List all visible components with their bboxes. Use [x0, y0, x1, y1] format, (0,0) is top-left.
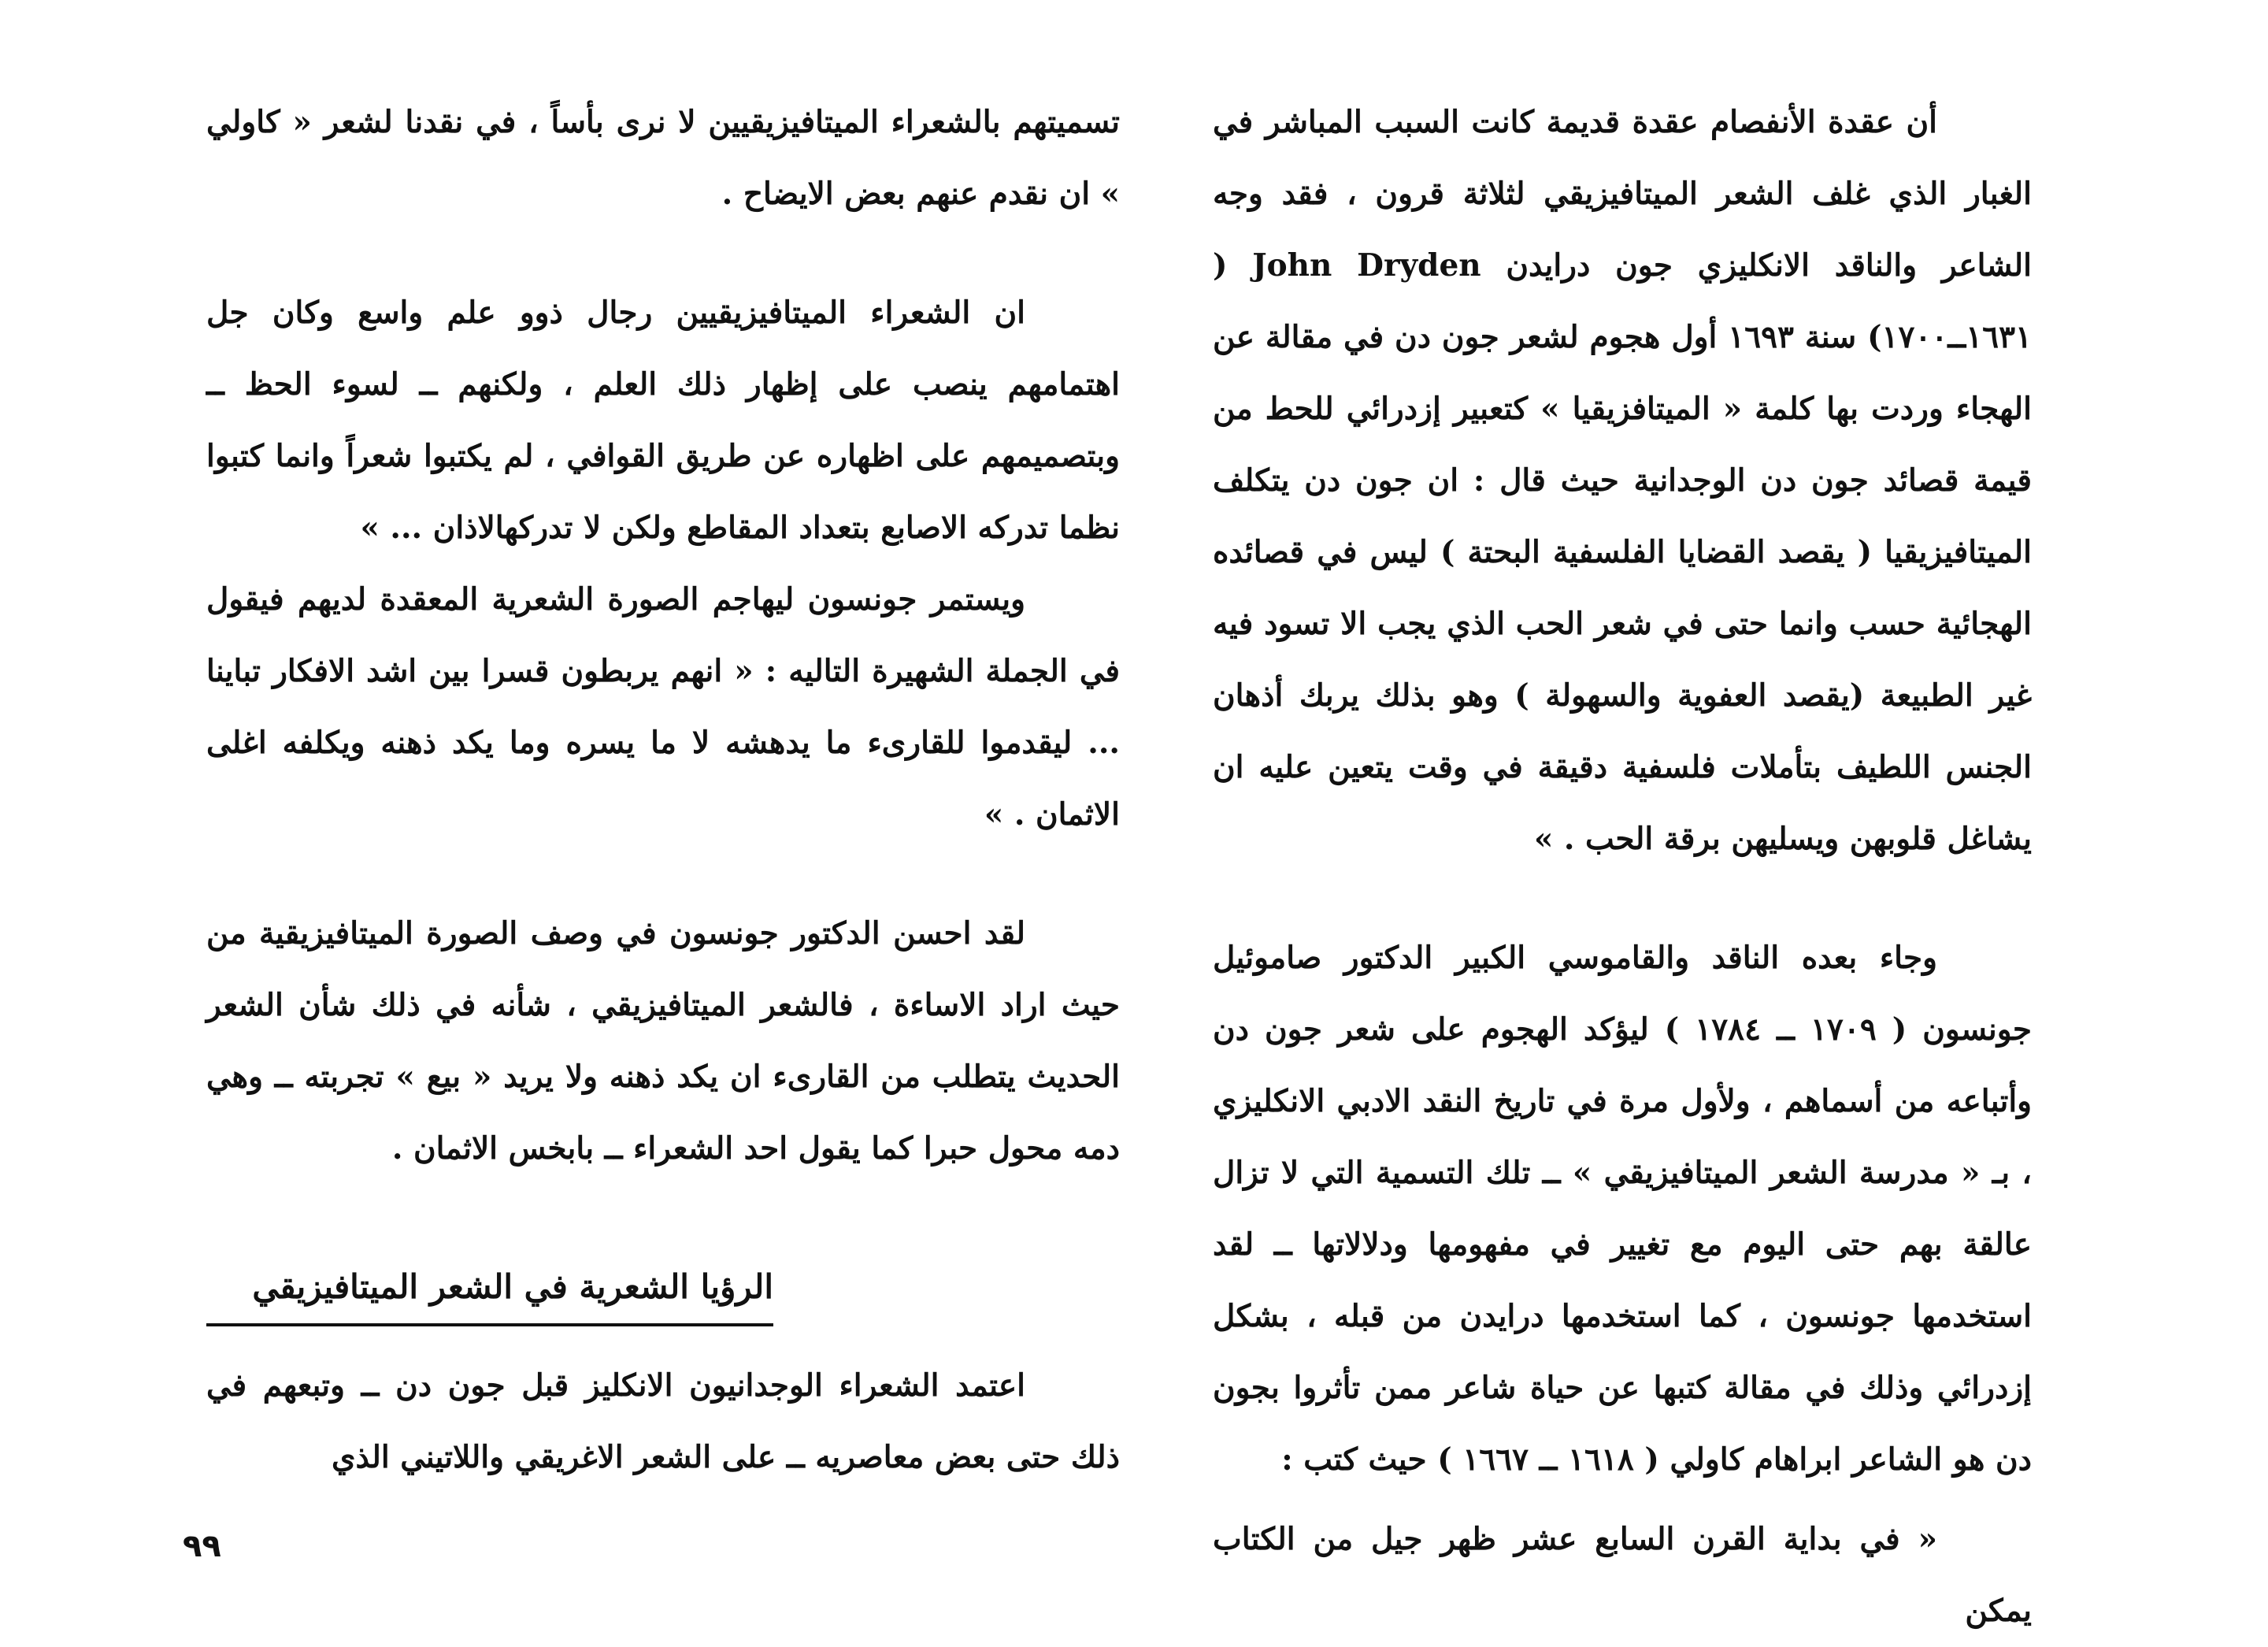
right-column [1213, 87, 2032, 1647]
paragraph-emotional-poets: اعتمد الشعراء الوجدانيون الانكليز قبل جون دن ــ وتبعهم في ذلك حتى بعض معاصريه ــ على الشعر الاغريقي واللاتيني الذي [206, 1367, 1120, 1475]
paragraph-gap [1213, 875, 2032, 922]
paragraph-naming-continuation: تسميتهم بالشعراء الميتافيزيقيين لا نرى بأساً ، في نقدنا لشعر « كاولي » ان نقدم عنهم بعض الايضاح . [206, 104, 1120, 212]
paragraph-gap [206, 230, 1120, 277]
paragraph-quote-start: « في بداية القرن السابع عشر ظهر جيل من الكتاب يمكن [1213, 1521, 2032, 1629]
page-number: ٩٩ [183, 1528, 221, 1564]
paragraph-johnson-attack: وجاء بعده الناقد والقاموسي الكبير الدكتور صاموئيل جونسون ( ١٧٠٩ ــ ١٧٨٤ ) ليؤكد الهجوم على شعر جون دن وأتباعه من أسماهم ، ولأول مرة في تاريخ النقد الادبي الانكليزي ، بـ « مدرسة الشعر الميتافيزيقي » ــ تلك التسمية التي لا تزال عالقة بهم حتى اليوم مع تغيير في مفهومها ودلالاتها ــ لقد استخدمها جونسون ، كما استخدمها درايدن من قبله ، بشكل إزدرائي وذلك في مقالة كتبها عن حياة شاعر ممن تأثروا بجون دن هو الشاعر ابراهام كاولي ( ١٦١٨ ــ ١٦٦٧ ) حيث كتب : [1213, 940, 2032, 1478]
paragraph-gap [1213, 1496, 2032, 1504]
paragraph-gap [206, 851, 1120, 898]
paragraph-detachment-complex: أن عقدة الأنفصام عقدة قديمة كانت السبب المباشر في الغبار الذي غلف الشعر الميتافيزيقي لثلاثة قرون ، فقد وجه الشاعر والناقد الانكليزي جون درايدن John Dryden ( ١٦٣١ــ١٧٠٠) سنة ١٦٩٣ أول هجوم لشعر جون دن في مقالة عن الهجاء وردت بها كلمة « الميتافزيقيا » كتعبير إزدرائي للحط من قيمة قصائد جون دن الوجدانية حيث قال : ان جون دن يتكلف الميتافيزيقيا ( يقصد القضايا الفلسفية البحتة ) ليس في قصائده الهجائية حسب وانما حتى في شعر الحب الذي يجب الا تسود فيه غير الطبيعة (يقصد العفوية والسهولة ) وهو بذلك يربك أذهان الجنس اللطيف بتأملات فلسفية دقيقة في وقت يتعين عليه ان يشاغل قلوبهن ويسليهن برقة الحب . » [1213, 104, 2032, 857]
paragraph-metaphysical-image: ويستمر جونسون ليهاجم الصورة الشعرية المعقدة لديهم فيقول في الجملة الشهيرة التاليه : « انهم يربطون قسرا بين اشد الافكار تباينا ... ليقدموا للقارىء ما يدهشه لا ما يسره وما يكد ذهنه ويكلفه اغلى الاثمان . » [206, 581, 1120, 833]
paragraph-modern-poetry: لقد احسن الدكتور جونسون في وصف الصورة الميتافيزيقية من حيث اراد الاساءة ، فالشعر الميتافيزيقي ، شأنه في ذلك شأن الشعر الحديث يتطلب من القارىء ان يكد ذهنه ولا يريد « بيع » تجربته ــ وهي دمه محول حبرا كما يقول احد الشعراء ــ بابخس الاثمان . [206, 915, 1120, 1167]
section-heading: الرؤيا الشعرية في الشعر الميتافيزيقي [206, 1256, 773, 1326]
paragraph-johnson-quote: ان الشعراء الميتافيزيقيين رجال ذوو علم واسع وكان جل اهتمامهم ينصب على إظهار ذلك العلم ، ولكنهم ــ لسوء الحظ ــ وبتصميمهم على اظهاره عن طريق القوافي ، لم يكتبوا شعراً وانما كتبوا نظما تدركه الاصابع بتعداد المقاطع ولكن لا تدركهالاذان ... » [206, 295, 1120, 546]
left-column [206, 87, 1120, 1493]
section-heading-wrap [206, 1185, 1120, 1326]
